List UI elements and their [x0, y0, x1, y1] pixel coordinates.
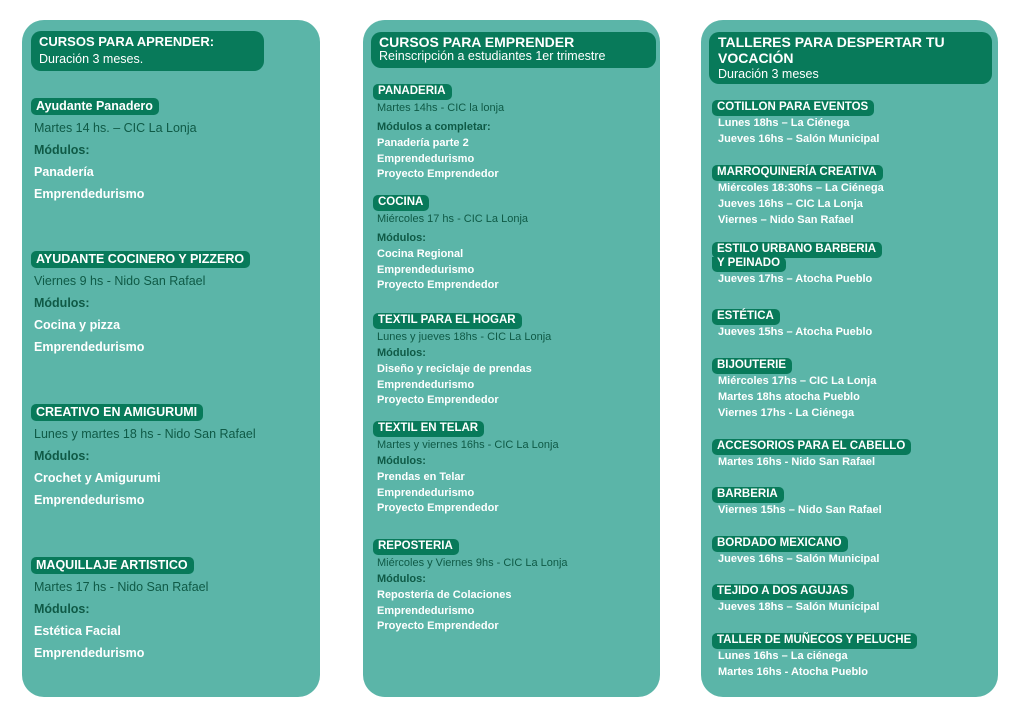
modules-label: Módulos: [377, 347, 426, 360]
module-item: Crochet y Amigurumi [34, 471, 161, 486]
workshop-schedule: Viernes – Nido San Rafael [718, 213, 854, 226]
course-section [373, 192, 528, 294]
workshop-name: TEJIDO A DOS AGUJAS [712, 584, 854, 600]
course-section [31, 97, 197, 205]
workshop-section [712, 162, 884, 229]
course-schedule: Viernes 9 hs - Nido San Rafael [34, 274, 206, 289]
course-name: PANADERIA [373, 84, 452, 100]
module-item: Proyecto Emprendedor [377, 168, 499, 181]
module-item: Emprendedurismo [34, 340, 145, 355]
module-item: Panadería [34, 165, 94, 180]
module-item: Emprendedurismo [34, 646, 145, 661]
course-name: TEXTIL PARA EL HOGAR [373, 313, 522, 329]
module-item: Emprendedurismo [34, 493, 145, 508]
modules-label: Módulos: [34, 602, 90, 617]
course-schedule: Lunes y jueves 18hs - CIC La Lonja [377, 331, 552, 344]
course-section [373, 310, 551, 409]
module-item: Repostería de Colaciones [377, 588, 512, 601]
workshop-name: COTILLON PARA EVENTOS [712, 100, 874, 116]
course-name: COCINA [373, 195, 429, 211]
panel-title: CURSOS PARA EMPRENDER [379, 34, 575, 50]
panel-header [371, 32, 656, 68]
workshop-schedule: Martes 16hs - Atocha Pueblo [718, 666, 868, 679]
workshop-name: ESTILO URBANO BARBERIA [712, 242, 882, 258]
course-schedule: Martes 14hs - CIC la lonja [377, 102, 505, 115]
panel-cursos-emprender [363, 20, 660, 697]
module-item: Emprendedurismo [377, 263, 475, 276]
workshop-schedule: Jueves 16hs – Salón Municipal [718, 553, 880, 566]
module-item: Diseño y reciclaje de prendas [377, 362, 532, 375]
workshop-schedule: Viernes 15hs – Nido San Rafael [718, 504, 882, 517]
module-item: Emprendedurismo [377, 604, 475, 617]
workshop-schedule: Lunes 16hs – La ciénega [718, 650, 848, 663]
module-item: Proyecto Emprendedor [377, 620, 499, 633]
panel-subtitle: Duración 3 meses. [39, 52, 144, 66]
workshop-section [712, 97, 879, 148]
workshop-section [712, 306, 872, 341]
course-section [373, 418, 559, 517]
workshop-schedule: Martes 18hs atocha Pueblo [718, 391, 860, 404]
course-section [373, 81, 504, 183]
workshop-section [712, 581, 879, 616]
course-schedule: Miércoles y Viernes 9hs - CIC La Lonja [377, 557, 568, 570]
workshop-section [712, 242, 882, 288]
panel-talleres-vocacion [701, 20, 998, 697]
workshop-section [712, 436, 911, 471]
module-item: Proyecto Emprendedor [377, 502, 499, 515]
workshop-schedule: Viernes 17hs - La Ciénega [718, 406, 855, 419]
course-section [373, 536, 568, 635]
panel-subtitle: Duración 3 meses [718, 67, 819, 81]
panel-cursos-aprender [22, 20, 320, 697]
workshop-name: BORDADO MEXICANO [712, 536, 848, 552]
course-schedule: Martes 17 hs - Nido San Rafael [34, 580, 209, 595]
workshop-schedule: Miércoles 17hs – CIC La Lonja [718, 375, 877, 388]
workshop-name: ACCESORIOS PARA EL CABELLO [712, 439, 911, 455]
course-section [31, 556, 208, 664]
module-item: Emprendedurismo [34, 187, 145, 202]
panel-header [31, 31, 264, 71]
course-schedule: Martes y viernes 16hs - CIC La Lonja [377, 439, 559, 452]
course-schedule: Lunes y martes 18 hs - Nido San Rafael [34, 427, 256, 442]
course-name: Ayudante Panadero [31, 98, 159, 115]
workshop-section [712, 355, 876, 422]
workshop-schedule: Jueves 18hs – Salón Municipal [718, 601, 880, 614]
course-section [31, 250, 250, 358]
workshop-section [712, 533, 879, 568]
workshop-schedule: Miércoles 18:30hs – La Ciénega [718, 182, 884, 195]
modules-label: Módulos: [377, 232, 426, 245]
course-schedule: Miércoles 17 hs - CIC La Lonja [377, 213, 529, 226]
course-name: MAQUILLAJE ARTISTICO [31, 557, 194, 574]
module-item: Cocina y pizza [34, 318, 121, 333]
modules-label: Módulos: [377, 573, 426, 586]
workshop-schedule: Jueves 16hs – CIC La Lonja [718, 198, 863, 211]
panel-title: TALLERES PARA DESPERTAR TU VOCACIÓN [718, 34, 945, 66]
modules-label: Módulos: [377, 455, 426, 468]
workshop-schedule: Jueves 17hs – Atocha Pueblo [718, 273, 873, 286]
workshop-name-line2: Y PEINADO [712, 257, 786, 272]
course-name: CREATIVO EN AMIGURUMI [31, 404, 203, 421]
course-section [31, 403, 256, 511]
workshop-schedule: Jueves 15hs – Atocha Pueblo [718, 326, 873, 339]
module-item: Emprendedurismo [377, 152, 475, 165]
modules-label: Módulos a completar: [377, 121, 491, 134]
workshop-name: BIJOUTERIE [712, 358, 792, 374]
workshop-section [712, 484, 882, 519]
workshop-section [712, 630, 917, 681]
module-item: Proyecto Emprendedor [377, 394, 499, 407]
module-item: Proyecto Emprendedor [377, 279, 499, 292]
modules-label: Módulos: [34, 449, 90, 464]
module-item: Prendas en Telar [377, 470, 465, 483]
course-name: TEXTIL EN TELAR [373, 421, 484, 437]
modules-label: Módulos: [34, 143, 90, 158]
panel-header [709, 32, 992, 84]
workshop-schedule: Martes 16hs - Nido San Rafael [718, 456, 876, 469]
panel-subtitle: Reinscripción a estudiantes 1er trimestre [379, 49, 606, 63]
module-item: Emprendedurismo [377, 378, 475, 391]
workshop-schedule: Lunes 18hs – La Ciénega [718, 117, 850, 130]
module-item: Emprendedurismo [377, 486, 475, 499]
workshop-name: TALLER DE MUÑECOS Y PELUCHE [712, 633, 917, 649]
course-schedule: Martes 14 hs. – CIC La Lonja [34, 121, 197, 136]
modules-label: Módulos: [34, 296, 90, 311]
module-item: Cocina Regional [377, 247, 464, 260]
course-name: AYUDANTE COCINERO Y PIZZERO [31, 251, 250, 268]
workshop-name: MARROQUINERÍA CREATIVA [712, 165, 883, 181]
panel-title: CURSOS PARA APRENDER: [39, 34, 215, 49]
module-item: Panadería parte 2 [377, 136, 469, 149]
course-name: REPOSTERIA [373, 539, 459, 555]
module-item: Estética Facial [34, 624, 121, 639]
workshop-name: ESTÉTICA [712, 309, 780, 325]
workshop-schedule: Jueves 16hs – Salón Municipal [718, 133, 880, 146]
workshop-name: BARBERIA [712, 487, 784, 503]
